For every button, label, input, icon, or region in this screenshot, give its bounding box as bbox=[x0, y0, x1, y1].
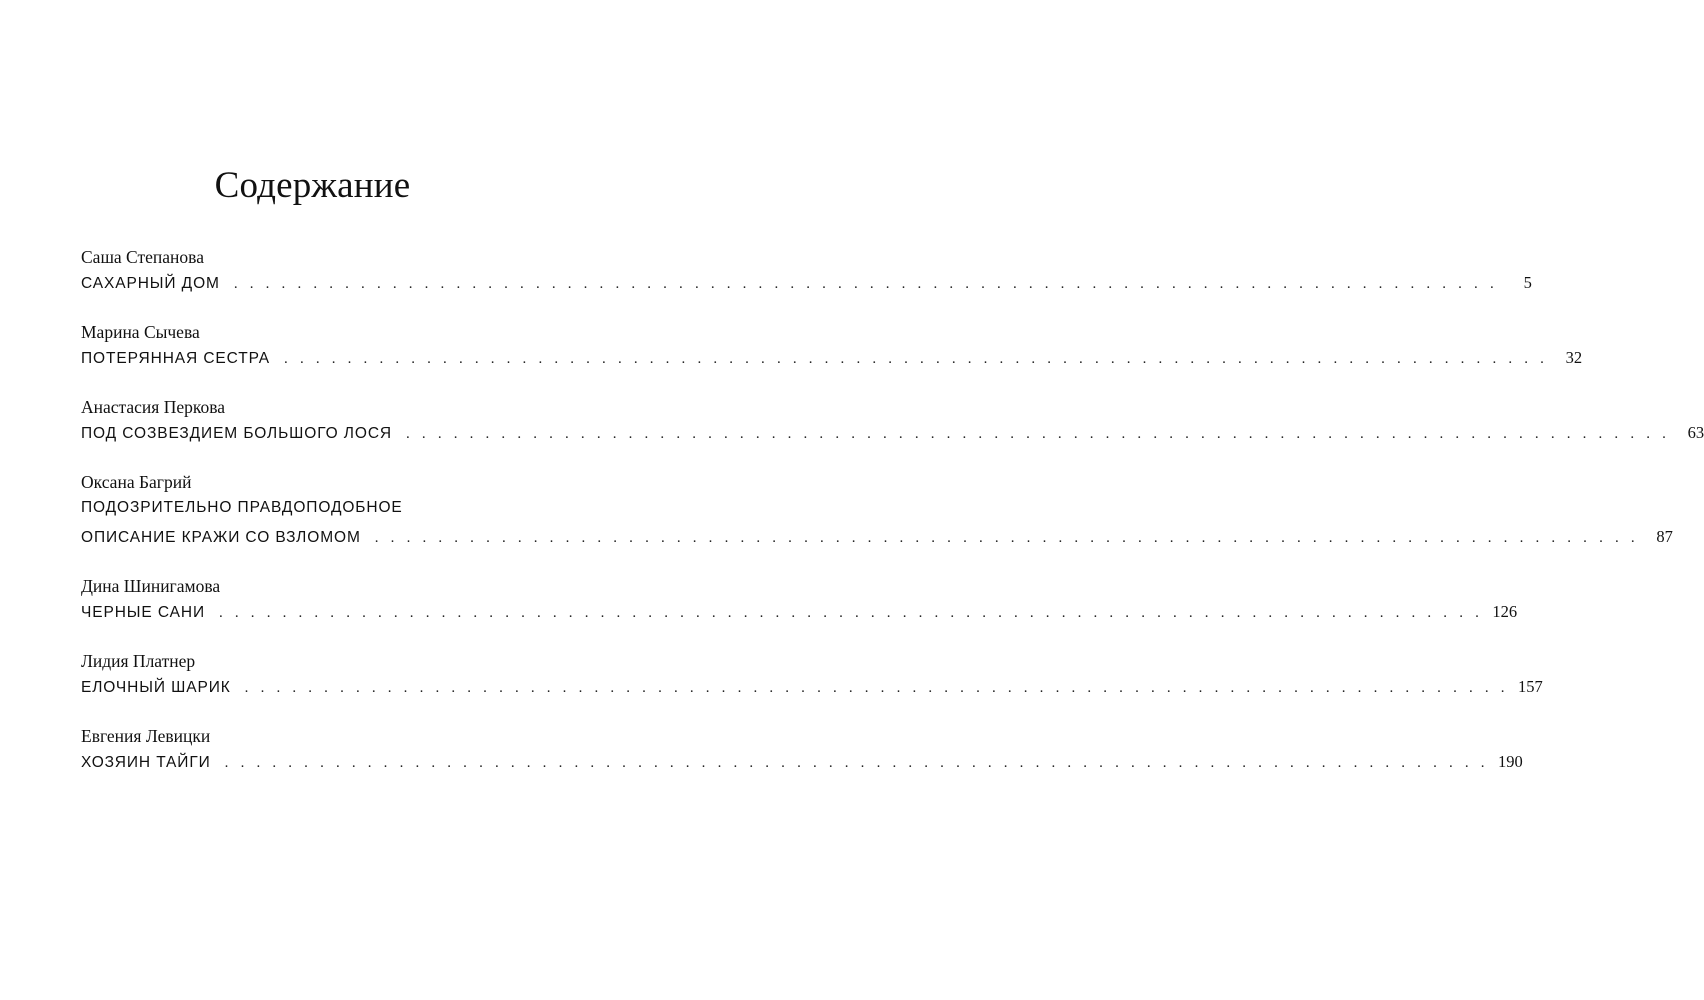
work-title-line bbox=[81, 599, 1518, 625]
page-number: 87 bbox=[1656, 527, 1673, 546]
dot-leader: . . . . . . . . . . . . . . . . . . . . . . . . . . . . . . . . . . . . . . . . . . . . . . . . . . . . . . . . . . . . . . . . . . . . . . . . . . . . . . . . bbox=[406, 426, 1671, 442]
work-title-text: ЧЕРНЫЕ САНИ bbox=[81, 604, 205, 621]
author-name: Анастасия Перкова bbox=[81, 397, 226, 417]
work-title-text: ЕЛОЧНЫЙ ШАРИК bbox=[81, 679, 231, 696]
table-of-contents bbox=[81, 244, 1704, 798]
work-title bbox=[81, 420, 1704, 446]
work-title bbox=[81, 495, 1673, 550]
dot-leader: . . . . . . . . . . . . . . . . . . . . . . . . . . . . . . . . . . . . . . . . . . . . . . . . . . . . . . . . . . . . . . . . . . . . . . . . . . . . . . . . bbox=[284, 351, 1549, 367]
toc-entry[interactable] bbox=[81, 469, 1673, 550]
toc-entry[interactable] bbox=[81, 573, 1518, 625]
page-number: 32 bbox=[1565, 348, 1583, 367]
author-name: Евгения Левицки bbox=[81, 726, 211, 746]
toc-entry[interactable] bbox=[81, 319, 1583, 371]
page-number: 126 bbox=[1492, 602, 1518, 621]
work-title-text: ПОТЕРЯННАЯ СЕСТРА bbox=[81, 350, 271, 367]
page-number: 5 bbox=[1523, 273, 1532, 292]
work-title-line bbox=[81, 524, 1673, 550]
work-title-text: ХОЗЯИН ТАЙГИ bbox=[81, 754, 211, 771]
work-title bbox=[81, 599, 1518, 625]
author-name: Марина Сычева bbox=[81, 322, 200, 342]
page-number: 63 bbox=[1687, 423, 1704, 442]
work-title-line bbox=[81, 345, 1583, 371]
work-title-line bbox=[81, 270, 1532, 296]
work-title-line bbox=[81, 420, 1704, 446]
toc-entry[interactable] bbox=[81, 394, 1704, 446]
work-title bbox=[81, 345, 1583, 371]
dot-leader: . . . . . . . . . . . . . . . . . . . . . . . . . . . . . . . . . . . . . . . . . . . . . . . . . . . . . . . . . . . . . . . . . . . . . . . . . . . . . . . . bbox=[219, 605, 1484, 621]
work-title-text: САХАРНЫЙ ДОМ bbox=[81, 275, 220, 292]
page-number: 190 bbox=[1497, 752, 1523, 771]
work-title bbox=[81, 674, 1543, 700]
work-title-line bbox=[81, 749, 1523, 775]
work-title-text: ПОДОЗРИТЕЛЬНО ПРАВДОПОДОБНОЕ bbox=[81, 499, 403, 516]
dot-leader: . . . . . . . . . . . . . . . . . . . . . . . . . . . . . . . . . . . . . . . . . . . . . . . . . . . . . . . . . . . . . . . . . . . . . . . . . . . . . . . . bbox=[374, 530, 1639, 546]
toc-entry[interactable] bbox=[81, 648, 1543, 700]
work-title-text: ОПИСАНИЕ КРАЖИ СО ВЗЛОМОМ bbox=[81, 529, 361, 546]
author-name: Дина Шинигамова bbox=[81, 576, 221, 596]
work-title bbox=[81, 270, 1532, 296]
author-name: Оксана Багрий bbox=[81, 472, 192, 492]
dot-leader: . . . . . . . . . . . . . . . . . . . . . . . . . . . . . . . . . . . . . . . . . . . . . . . . . . . . . . . . . . . . . . . . . . . . . . . . . . . . . . . . bbox=[244, 680, 1509, 696]
dot-leader: . . . . . . . . . . . . . . . . . . . . . . . . . . . . . . . . . . . . . . . . . . . . . . . . . . . . . . . . . . . . . . . . . . . . . . . . . . . . . . . . bbox=[233, 276, 1498, 292]
author-name: Саша Степанова bbox=[81, 247, 204, 267]
page-number: 157 bbox=[1517, 677, 1543, 696]
author-name: Лидия Платнер bbox=[81, 651, 196, 671]
work-title-line bbox=[81, 495, 545, 521]
toc-entry[interactable] bbox=[81, 723, 1523, 775]
page-title: Содержание bbox=[214, 165, 411, 206]
toc-entry[interactable] bbox=[81, 244, 1532, 296]
work-title-text: ПОД СОЗВЕЗДИЕМ БОЛЬШОГО ЛОСЯ bbox=[81, 425, 393, 442]
work-title bbox=[81, 749, 1523, 775]
dot-leader: . . . . . . . . . . . . . . . . . . . . . . . . . . . . . . . . . . . . . . . . . . . . . . . . . . . . . . . . . . . . . . . . . . . . . . . . . . . . . . . . bbox=[224, 755, 1489, 771]
work-title-line bbox=[81, 674, 1543, 700]
